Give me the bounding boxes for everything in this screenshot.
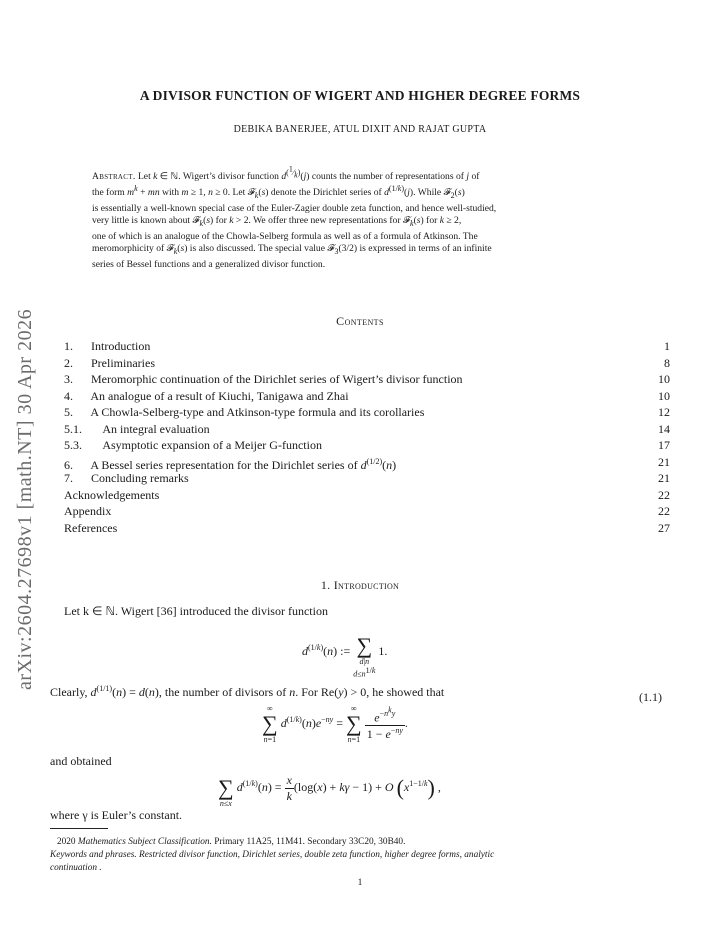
- section-heading-introduction: 1. Introduction: [320, 578, 400, 592]
- toc-entry-preliminaries[interactable]: [64, 355, 670, 372]
- toc-entry-meromorphic-continuation[interactable]: [64, 371, 670, 388]
- abstract-line-7: series of Bessel functions and a generalized divisor function.: [92, 258, 326, 270]
- toc-page: 22: [658, 504, 670, 518]
- toc-entry-introduction[interactable]: [64, 338, 670, 355]
- toc-label: Meromorphic continuation of the Dirichlet series of Wigert’s divisor function: [91, 372, 463, 386]
- toc-page: 21: [658, 471, 670, 485]
- toc-page: 8: [664, 355, 670, 370]
- toc-entry-kiuchi-analogue[interactable]: [64, 388, 670, 405]
- contents-heading: Contents: [336, 314, 384, 328]
- toc-entry-integral-evaluation[interactable]: [64, 421, 670, 438]
- toc-entry-bessel-series[interactable]: 6. A Bessel series representation for the Dirichlet series of $d^{(1/2)}(n)$ 21: [64, 454, 670, 472]
- intro-paragraph-4: where γ is Euler’s constant.: [50, 808, 183, 822]
- toc-label: Concluding remarks: [91, 471, 189, 485]
- toc-label: Appendix: [64, 504, 112, 518]
- toc-entry-acknowledgements[interactable]: [64, 487, 670, 504]
- toc-number: 4.: [64, 388, 73, 403]
- paper-authors: DEBIKA BANERJEE, ATUL DIXIT AND RAJAT GUPTA: [233, 124, 487, 135]
- footnote-keywords-cont: [50, 862, 670, 875]
- equation-divisor-definition: $d^{(1/k)}(n)$ := ∑ d|n $d\le n^{1/k}$ 1.: [302, 633, 388, 679]
- toc-label: References: [64, 520, 118, 535]
- toc-label: A Chowla-Selberg-type and Atkinson-type formula and its corollaries: [90, 405, 425, 419]
- toc-page: 14: [658, 421, 670, 436]
- abstract-line-4: very little is known about 𝓕$_k$(s) for k > 2. We offer three new representations for 𝓕$_k$(s) for k ≥ 2,: [92, 215, 462, 229]
- equation-asymptotic: ∑ n≤x $d^{(1/k)}(n)$ = $\frac{x}{k}$ (log(x) + kγ − 1) + O $(x^{1-1/k})$ ,: [218, 772, 441, 808]
- toc-entry-concluding-remarks[interactable]: [64, 470, 670, 487]
- toc-page: 1: [664, 339, 670, 353]
- toc-number: 5.1.: [64, 421, 82, 436]
- toc-label: An analogue of a result of Kiuchi, Tanigawa and Zhai: [90, 388, 349, 403]
- keywords-text: Restricted divisor function, Dirichlet series, double zeta function, higher degree forms, analytic: [139, 850, 495, 860]
- paper-title: A DIVISOR FUNCTION OF WIGERT AND HIGHER DEGREE FORMS: [139, 88, 581, 103]
- abstract: [92, 163, 627, 271]
- toc-page: 21: [658, 454, 670, 469]
- keywords-label: Keywords and phrases.: [50, 850, 137, 860]
- toc-entry-chowla-selberg[interactable]: [64, 404, 670, 421]
- toc-label: Introduction: [91, 339, 151, 353]
- toc-number: 5.: [64, 405, 73, 419]
- footnote-rule: [50, 828, 108, 829]
- toc-page: 22: [658, 487, 670, 502]
- toc-page: 10: [658, 388, 670, 403]
- toc-label: An integral evaluation: [102, 421, 210, 436]
- abstract-line-3: is essentially a well-known special case of the Euler-Zagier double zeta function, and hence well-studied,: [92, 202, 497, 214]
- intro-paragraph-3: and obtained: [50, 754, 112, 768]
- toc-number: 6.: [64, 457, 73, 472]
- toc-number: 3.: [64, 372, 73, 386]
- equation-1-1: ∞ ∑ n=1 $d^{(1/k)}(n)e^{-ny}$ = ∞ ∑ n=1 $\frac{e^{-n^ky}}{1 - e^{-ny}}$ .: [262, 704, 408, 744]
- intro-paragraph-1: Let k ∈ ℕ. Wigert [36] introduced the divisor function: [64, 604, 328, 618]
- abstract-line-1: Abstract. Let k ∈ ℕ. Wigert’s divisor function $d^{(^1⁄_k)}(j)$ counts the number of representations of j of: [92, 164, 480, 182]
- toc-label: Asymptotic expansion of a Meijer G-function: [102, 438, 322, 452]
- abstract-line-6: meromorphicity of 𝓕$_k$(s) is also discussed. The special value 𝓕$_3$(3/2) is expressed in terms of an infinite: [92, 243, 492, 257]
- keywords-continuation: continuation .: [50, 863, 102, 873]
- intro-paragraph-2: Clearly, $d^{(1/1)}(n) = d(n)$, the number of divisors of n. For Re(y) > 0, he showed that: [50, 684, 445, 699]
- equation-number: (1.1): [639, 690, 662, 704]
- toc-entry-meijer-g[interactable]: [64, 437, 670, 454]
- toc-label: Acknowledgements: [64, 487, 160, 502]
- arxiv-identifier-stamp: arXiv:2604.27698v1 [math.NT] 30 Apr 2026: [14, 308, 36, 690]
- abstract-label: Abstract.: [92, 170, 136, 182]
- toc-label: Preliminaries: [91, 355, 155, 370]
- toc-entry-appendix[interactable]: [64, 503, 670, 520]
- toc-entry-references[interactable]: [64, 520, 670, 537]
- page-number: 1: [357, 878, 363, 888]
- toc-number: 2.: [64, 355, 73, 370]
- toc-number: 5.3.: [64, 438, 82, 452]
- footnote-keywords: [50, 849, 670, 862]
- table-of-contents: [64, 338, 670, 536]
- footnote-msc: 2020 Mathematics Subject Classification. Primary 11A25, 11M41. Secondary 33C20, 30B40.: [50, 837, 406, 847]
- toc-page: 12: [658, 405, 670, 419]
- toc-page: 17: [658, 438, 670, 452]
- toc-number: 1.: [64, 339, 73, 353]
- abstract-line-2: the form $m^k$ + mn with m ≥ 1, n ≥ 0. Let 𝓕$_k$(s) denote the Dirichlet series of $d^{(1/k)}(j)$. While 𝓕$_2$(s): [92, 184, 465, 201]
- abstract-line-5: one of which is an analogue of the Chowla-Selberg formula as well as of a formula of Atkinson. The: [92, 230, 478, 242]
- toc-page: 10: [658, 372, 670, 386]
- toc-page: 27: [658, 520, 670, 535]
- toc-number: 7.: [64, 471, 73, 485]
